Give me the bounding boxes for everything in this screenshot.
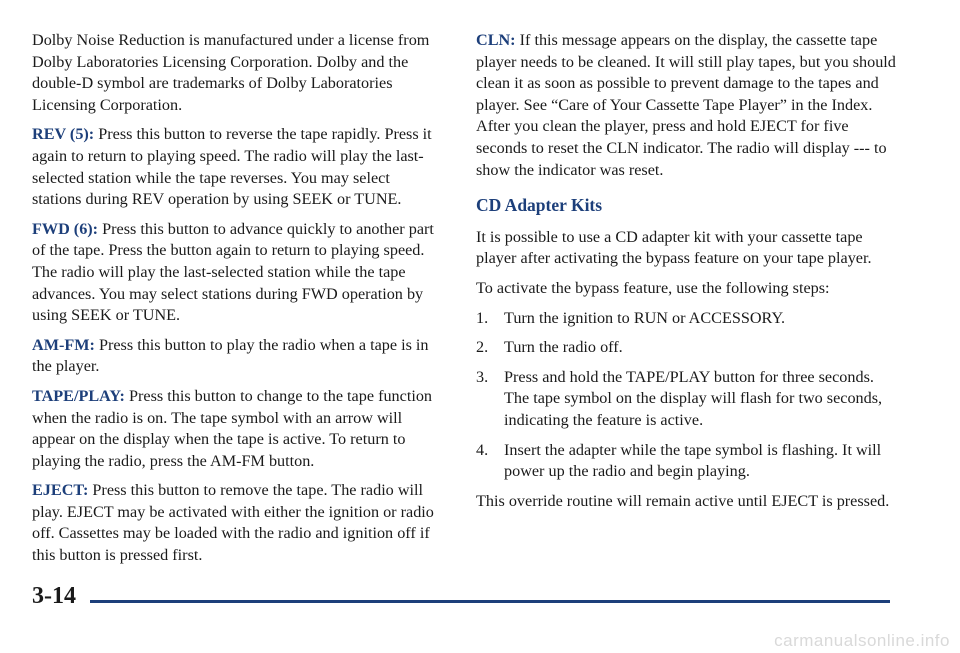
list-item (476, 367, 898, 432)
am-fm-text: Press this button to play the radio when a tape is in the player. (32, 335, 429, 376)
cln-term: CLN: (476, 31, 516, 49)
eject-entry (32, 480, 442, 566)
step-text: Turn the radio off. (504, 338, 623, 357)
right-column (476, 30, 898, 520)
eject-term: EJECT: (32, 481, 89, 500)
page-number: 3-14 (32, 583, 76, 609)
step-number: 1. (476, 308, 489, 327)
rev-entry (32, 124, 442, 210)
fwd-term: FWD (6): (32, 219, 99, 238)
list-item (476, 440, 898, 483)
rev-term: REV (5): (32, 125, 95, 144)
list-item (476, 308, 898, 330)
am-fm-term: AM-FM: (32, 335, 95, 354)
fwd-entry (32, 219, 442, 327)
fwd-text: Press this button to advance quickly to another part of the tape. Press the button again to return to playing speed. The radio will play the last-selected station while the tape advances. You may select stations during FWD operation by using SEEK or TUNE. (32, 219, 434, 325)
step-number: 2. (476, 338, 489, 357)
step-text: Turn the ignition to RUN or ACCESSORY. (504, 308, 786, 327)
cln-text: If this message appears on the display, the cassette tape player needs to be cleaned. It will still play tapes, but you should clean it as soon as possible to prevent damage to the tapes and player. See “Care of Your Cassette Tape Player” in the Index. After you clean the player, press and hold EJECT for five seconds to reset the CLN indicator. The radio will display --- to show the indicator was reset. (476, 31, 896, 179)
tape-play-text: Press this button to change to the tape function when the radio is on. The tape symbol with an arrow will appear on the display when the tape is active. To return to playing the radio, press the AM-FM button. (32, 386, 433, 470)
section-heading: CD Adapter Kits (476, 195, 603, 216)
step-text: Press and hold the TAPE/PLAY button for three seconds. The tape symbol on the display will flash for two seconds, indicating the feature is active. (504, 367, 883, 429)
watermark: carmanualsonline.info (774, 631, 950, 650)
page-footer (32, 583, 892, 613)
dolby-notice: Dolby Noise Reduction is manufactured under a license from Dolby Laboratories Licensing Corporation. Dolby and the double-D symbol are trademarks of Dolby Laboratories Licensing Corporation. (32, 31, 430, 114)
tape-play-term: TAPE/PLAY: (32, 386, 125, 405)
footer-rule (90, 600, 890, 603)
am-fm-entry (32, 335, 442, 378)
eject-text: Press this button to remove the tape. The radio will play. EJECT may be activated with either the ignition or radio off. Cassettes may be loaded with the radio and ignition off if this button is pressed first. (32, 481, 434, 565)
tape-play-entry (32, 386, 442, 472)
left-column (32, 30, 442, 575)
step-number: 4. (476, 440, 489, 459)
cln-entry (476, 30, 898, 181)
step-number: 3. (476, 367, 489, 386)
list-item (476, 337, 898, 359)
steps-list (476, 308, 898, 483)
steps-intro: To activate the bypass feature, use the following steps: (476, 278, 830, 297)
rev-text: Press this button to reverse the tape rapidly. Press it again to return to playing speed. The radio will play the last-selected station while the tape reverses. You may select stations during REV operation by using SEEK or TUNE. (32, 125, 432, 209)
step-text: Insert the adapter while the tape symbol is flashing. It will power up the radio and begin playing. (504, 440, 882, 481)
closing-paragraph: This override routine will remain active until EJECT is pressed. (476, 491, 890, 510)
adapter-paragraph: It is possible to use a CD adapter kit with your cassette tape player after activating the bypass feature on your tape player. (476, 227, 872, 268)
